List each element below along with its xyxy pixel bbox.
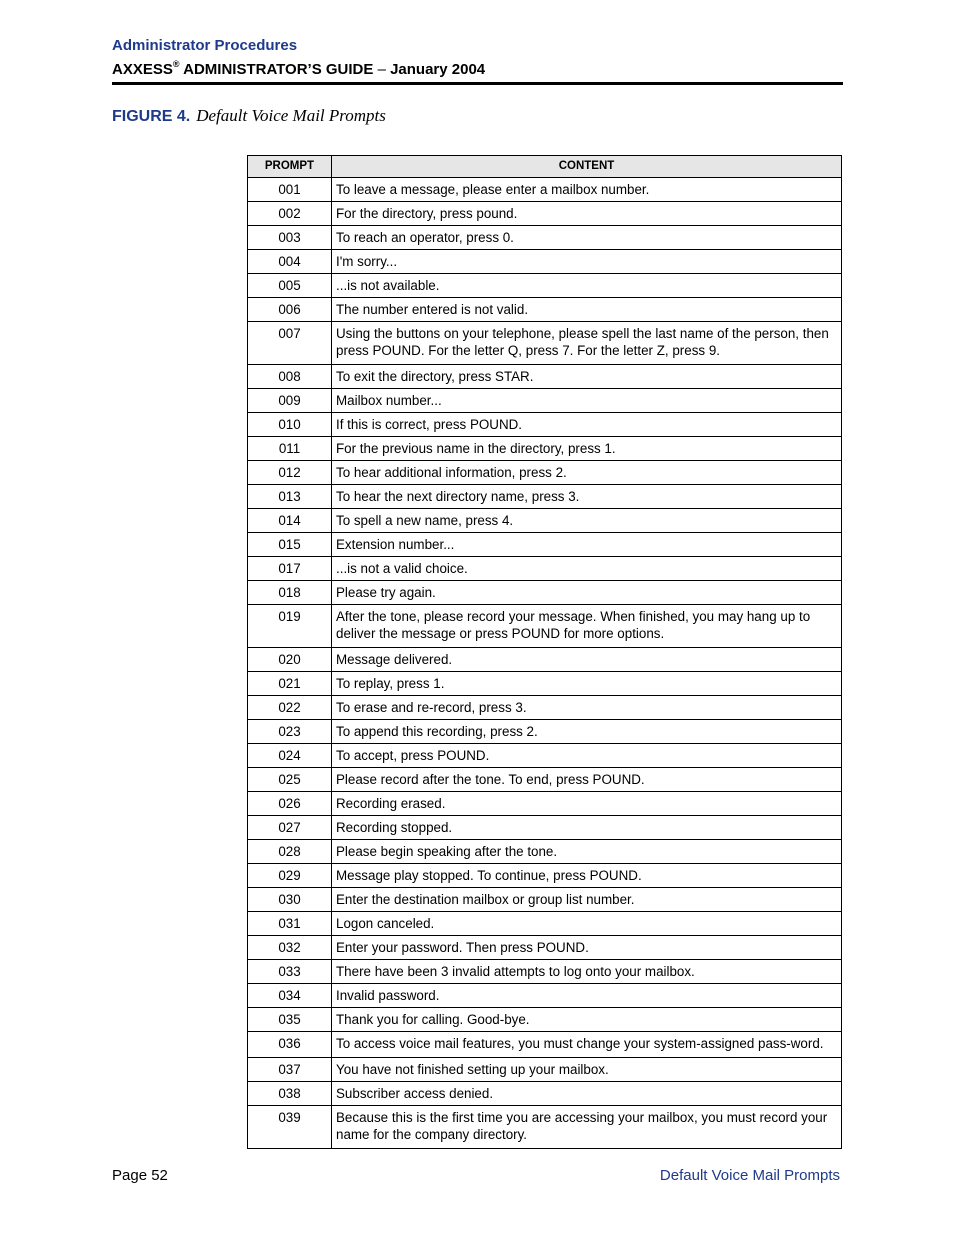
prompt-content: [332, 485, 842, 509]
table-row: [248, 533, 842, 557]
table-row: [248, 605, 842, 648]
prompt-number: [248, 202, 332, 226]
prompt-content: [332, 720, 842, 744]
prompt-content: [332, 960, 842, 984]
table-row: [248, 437, 842, 461]
prompt-number-text: 001: [278, 182, 301, 197]
table-row: [248, 202, 842, 226]
prompt-number-text: 017: [278, 561, 301, 576]
prompt-content-text: Please try again.: [336, 585, 436, 600]
table-row: [248, 984, 842, 1008]
prompts-table: [247, 155, 842, 1149]
prompt-content: [332, 1106, 842, 1149]
guide-title-text: ADMINISTRATOR’S GUIDE: [179, 61, 378, 78]
prompt-content-text: To hear the next directory name, press 3.: [336, 489, 580, 504]
prompt-content-text: To exit the directory, press STAR.: [336, 369, 534, 384]
prompt-number-text: 003: [278, 230, 301, 245]
prompt-number-text: 021: [278, 676, 301, 691]
prompt-content-text: For the directory, press pound.: [336, 206, 518, 221]
prompt-content: [332, 984, 842, 1008]
prompt-content-text: There have been 3 invalid attempts to log onto your mailbox.: [336, 964, 695, 979]
table-row: [248, 413, 842, 437]
prompt-content-text: To replay, press 1.: [336, 676, 445, 691]
table-row: [248, 485, 842, 509]
prompt-number-text: 030: [278, 892, 301, 907]
prompt-content: [332, 1032, 842, 1058]
prompt-content: [332, 1058, 842, 1082]
prompt-number-text: 020: [278, 652, 301, 667]
table-row: [248, 960, 842, 984]
table-row: [248, 1106, 842, 1149]
running-header-section: Administrator Procedures: [112, 37, 298, 54]
table-row: [248, 648, 842, 672]
prompt-number: [248, 298, 332, 322]
column-header-prompt: PROMPT: [248, 156, 332, 178]
prompt-number-text: 025: [278, 772, 301, 787]
prompt-content: [332, 744, 842, 768]
prompt-content: [332, 298, 842, 322]
guide-date: January 2004: [385, 61, 486, 78]
prompt-number: [248, 768, 332, 792]
prompt-number: [248, 936, 332, 960]
column-header-content: CONTENT: [332, 156, 842, 178]
prompt-content: [332, 792, 842, 816]
prompt-number-text: 015: [278, 537, 301, 552]
prompt-content-text: To spell a new name, press 4.: [336, 513, 514, 528]
prompt-content: [332, 816, 842, 840]
prompt-content-text: You have not finished setting up your mailbox.: [336, 1062, 609, 1077]
running-header-guide-title: [112, 59, 485, 78]
prompt-content: [332, 274, 842, 298]
prompt-content: [332, 912, 842, 936]
prompt-number-text: 033: [278, 964, 301, 979]
prompt-number-text: 039: [278, 1110, 301, 1125]
table-row: [248, 461, 842, 485]
prompt-content: [332, 888, 842, 912]
prompt-content-text: Enter your password. Then press POUND.: [336, 940, 589, 955]
footer-section-title: Default Voice Mail Prompts: [659, 1167, 840, 1184]
table-row: [248, 720, 842, 744]
prompt-content: [332, 864, 842, 888]
prompt-number: [248, 1032, 332, 1058]
prompt-number: [248, 792, 332, 816]
header-rule: [112, 82, 843, 85]
prompt-content-text: Logon canceled.: [336, 916, 435, 931]
registered-mark: ®: [172, 59, 180, 69]
prompt-content: [332, 202, 842, 226]
table-row: [248, 1032, 842, 1058]
prompt-number: [248, 533, 332, 557]
prompt-number-text: 022: [278, 700, 301, 715]
prompt-number-text: 002: [278, 206, 301, 221]
prompt-content-text: To reach an operator, press 0.: [336, 230, 514, 245]
prompt-number: [248, 888, 332, 912]
table-row: [248, 936, 842, 960]
figure-title: Default Voice Mail Prompts: [196, 106, 386, 125]
prompt-content: [332, 461, 842, 485]
prompt-number: [248, 557, 332, 581]
prompt-number: [248, 509, 332, 533]
prompt-number: [248, 389, 332, 413]
prompt-content-text: Using the buttons on your telephone, please spell the last name of the person, then press POUND. For the letter Q, press 7. For the letter Z, press 9.: [336, 326, 829, 358]
table-row: [248, 1082, 842, 1106]
prompt-content: [332, 696, 842, 720]
prompt-content: [332, 581, 842, 605]
prompt-content-text: After the tone, please record your message. When finished, you may hang up to deliver the message or press POUND for more options.: [336, 609, 811, 641]
prompt-content-text: Enter the destination mailbox or group list number.: [336, 892, 635, 907]
prompt-number: [248, 322, 332, 365]
prompt-number-text: 031: [278, 916, 301, 931]
prompt-number: [248, 1106, 332, 1149]
table-row: [248, 840, 842, 864]
prompt-content: [332, 936, 842, 960]
prompt-number-text: 006: [278, 302, 301, 317]
prompt-number: [248, 1008, 332, 1032]
prompt-content: [332, 250, 842, 274]
prompt-content-text: ...is not a valid choice.: [336, 561, 468, 576]
table-row: [248, 322, 842, 365]
prompt-number-text: 008: [278, 369, 301, 384]
prompt-number: [248, 365, 332, 389]
table-row: [248, 250, 842, 274]
prompt-number-text: 024: [278, 748, 301, 763]
prompt-number-text: 011: [278, 441, 301, 456]
prompt-number: [248, 960, 332, 984]
prompt-number: [248, 437, 332, 461]
table-row: [248, 389, 842, 413]
prompt-number-text: 007: [278, 326, 301, 341]
table-row: [248, 557, 842, 581]
prompt-content: [332, 389, 842, 413]
table-row: [248, 816, 842, 840]
prompt-number-text: 034: [278, 988, 301, 1003]
prompt-number: [248, 1058, 332, 1082]
prompt-content-text: Recording stopped.: [336, 820, 453, 835]
prompt-content: [332, 1082, 842, 1106]
prompt-content-text: To append this recording, press 2.: [336, 724, 538, 739]
prompt-number-text: 032: [278, 940, 301, 955]
prompt-content-text: Recording erased.: [336, 796, 446, 811]
prompt-number: [248, 274, 332, 298]
prompt-content: [332, 672, 842, 696]
prompt-content-text: For the previous name in the directory, press 1.: [336, 441, 616, 456]
prompt-number-text: 028: [278, 844, 301, 859]
prompt-content-text: To leave a message, please enter a mailbox number.: [336, 182, 650, 197]
prompt-number-text: 026: [278, 796, 301, 811]
prompt-content-text: To hear additional information, press 2.: [336, 465, 567, 480]
prompt-content: [332, 365, 842, 389]
prompt-number-text: 037: [278, 1062, 301, 1077]
prompt-number: [248, 648, 332, 672]
prompt-content-text: Mailbox number...: [336, 393, 442, 408]
table-row: [248, 744, 842, 768]
prompt-content-text: Message delivered.: [336, 652, 453, 667]
prompt-content-text: Invalid password.: [336, 988, 440, 1003]
prompt-content: [332, 840, 842, 864]
prompt-number-text: 023: [278, 724, 301, 739]
prompt-number: [248, 984, 332, 1008]
table-row: [248, 274, 842, 298]
prompt-number: [248, 485, 332, 509]
prompt-content-text: Extension number...: [336, 537, 455, 552]
table-row: [248, 509, 842, 533]
prompt-content-text: To access voice mail features, you must change your system-assigned pass-word.: [336, 1036, 824, 1051]
table-row: [248, 672, 842, 696]
prompt-number: [248, 461, 332, 485]
prompt-number-text: 035: [278, 1012, 301, 1027]
prompt-number: [248, 178, 332, 202]
prompt-number: [248, 864, 332, 888]
prompt-number: [248, 912, 332, 936]
prompt-content: [332, 437, 842, 461]
prompt-content: [332, 509, 842, 533]
table-header-row: [248, 156, 842, 178]
prompt-number: [248, 226, 332, 250]
prompt-number-text: 005: [278, 278, 301, 293]
prompt-content: [332, 322, 842, 365]
prompt-number-text: 014: [278, 513, 301, 528]
prompt-number: [248, 816, 332, 840]
prompt-content-text: Because this is the first time you are accessing your mailbox, you must record your name for the company directory.: [336, 1110, 828, 1142]
prompt-number-text: 019: [278, 609, 301, 624]
prompt-content: [332, 768, 842, 792]
table-row: [248, 1008, 842, 1032]
prompt-content: [332, 1008, 842, 1032]
prompt-content-text: If this is correct, press POUND.: [336, 417, 523, 432]
prompt-content-text: Message play stopped. To continue, press POUND.: [336, 868, 642, 883]
prompt-number: [248, 605, 332, 648]
prompt-number-text: 010: [278, 417, 301, 432]
table-row: [248, 581, 842, 605]
prompt-number-text: 012: [278, 465, 301, 480]
prompt-number: [248, 840, 332, 864]
prompt-number-text: 009: [278, 393, 301, 408]
table-row: [248, 226, 842, 250]
prompt-content: [332, 226, 842, 250]
table-row: [248, 888, 842, 912]
table-row: [248, 912, 842, 936]
prompt-content-text: To accept, press POUND.: [336, 748, 490, 763]
prompt-number: [248, 672, 332, 696]
figure-caption: [112, 106, 386, 126]
table-row: [248, 864, 842, 888]
guide-dash: –: [377, 61, 386, 78]
prompt-number: [248, 250, 332, 274]
table-row: [248, 365, 842, 389]
table-row: [248, 298, 842, 322]
prompt-content: [332, 605, 842, 648]
figure-label: FIGURE 4.: [112, 108, 191, 125]
prompt-number: [248, 413, 332, 437]
prompt-number-text: 004: [278, 254, 301, 269]
prompt-content-text: I'm sorry...: [336, 254, 398, 269]
footer-page-number: Page 52: [112, 1167, 168, 1184]
prompt-content-text: Please record after the tone. To end, press POUND.: [336, 772, 645, 787]
table-row: [248, 696, 842, 720]
prompt-content: [332, 648, 842, 672]
prompt-number-text: 013: [278, 489, 301, 504]
prompt-content-text: Please begin speaking after the tone.: [336, 844, 558, 859]
prompt-content-text: To erase and re-record, press 3.: [336, 700, 527, 715]
prompt-content-text: The number entered is not valid.: [336, 302, 529, 317]
prompt-number: [248, 581, 332, 605]
prompt-content: [332, 533, 842, 557]
table-row: [248, 792, 842, 816]
prompt-number: [248, 744, 332, 768]
prompt-number: [248, 720, 332, 744]
prompt-number-text: 036: [278, 1036, 301, 1051]
prompt-content-text: ...is not available.: [336, 278, 440, 293]
prompt-content-text: Subscriber access denied.: [336, 1086, 494, 1101]
table-row: [248, 178, 842, 202]
prompt-number: [248, 1082, 332, 1106]
prompt-number: [248, 696, 332, 720]
guide-brand: AXXESS: [112, 61, 173, 78]
prompt-content: [332, 557, 842, 581]
prompt-number-text: 018: [278, 585, 301, 600]
table-row: [248, 768, 842, 792]
prompt-content-text: Thank you for calling. Good-bye.: [336, 1012, 530, 1027]
prompt-number-text: 029: [278, 868, 301, 883]
prompt-content: [332, 178, 842, 202]
table-row: [248, 1058, 842, 1082]
prompt-number-text: 027: [278, 820, 301, 835]
prompt-number-text: 038: [278, 1086, 301, 1101]
prompt-content: [332, 413, 842, 437]
